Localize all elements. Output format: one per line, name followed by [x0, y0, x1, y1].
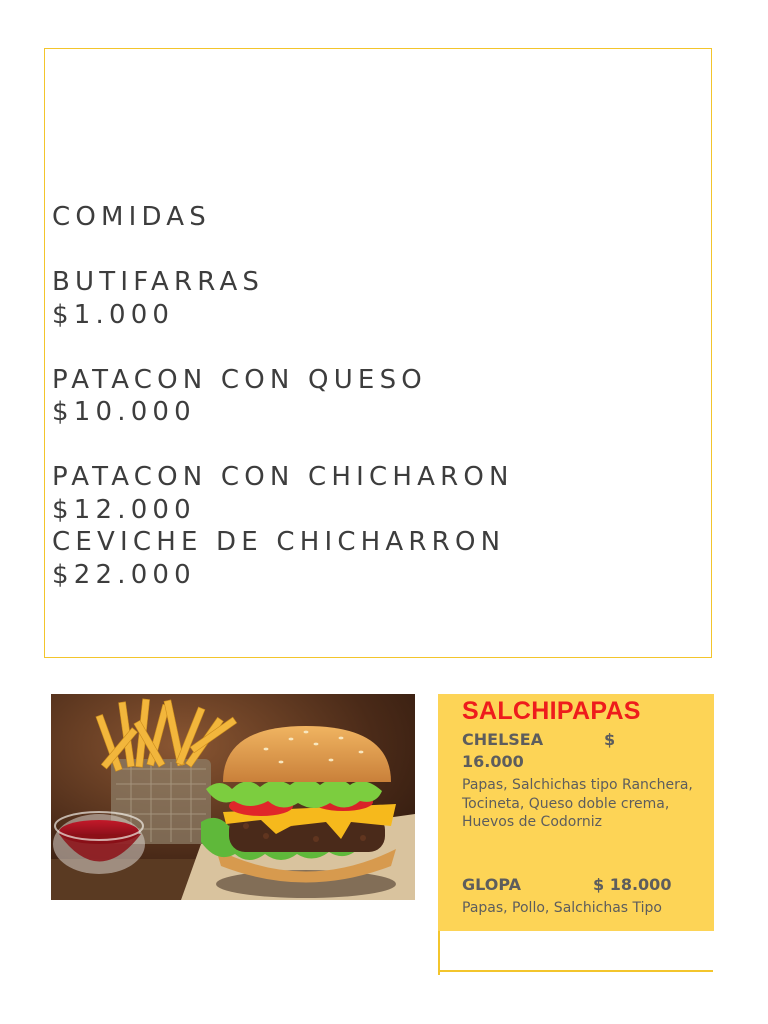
item-name: GLOPA: [462, 875, 521, 894]
menu-item-name: PATACON CON CHICHARON: [52, 462, 514, 492]
item-description: Papas, Pollo, Salchichas Tipo: [462, 900, 662, 916]
menu-list: [52, 201, 701, 591]
menu-item-name: PATACON CON QUESO: [52, 364, 427, 395]
section-title: SALCHIPAPAS: [462, 697, 641, 725]
menu-item-price: $10.000: [52, 397, 196, 427]
divider-line: [440, 970, 713, 972]
menu-item-name: BUTIFARRAS: [52, 267, 265, 297]
item-price-symbol: $: [604, 730, 616, 749]
item-price: $ 18.000: [593, 875, 672, 894]
menu-item-price: $1.000: [52, 299, 175, 330]
item-description: Papas, Salchichas tipo Ranchera, Tocineta, Queso doble crema, Huevos de Codorniz: [462, 777, 693, 830]
salchipapas-panel: [438, 694, 714, 931]
menu-item-name: CEVICHE DE CHICHARRON: [52, 527, 506, 557]
divider-line: [438, 931, 440, 975]
burger-fries-photo: [51, 694, 415, 900]
item-price: 16.000: [462, 752, 524, 771]
menu-item-price: $22.000: [52, 559, 196, 590]
menu-item-price: $12.000: [52, 494, 196, 525]
menu-box: [44, 48, 712, 658]
menu-heading: COMIDAS: [52, 202, 211, 232]
item-name: CHELSEA: [462, 730, 544, 749]
